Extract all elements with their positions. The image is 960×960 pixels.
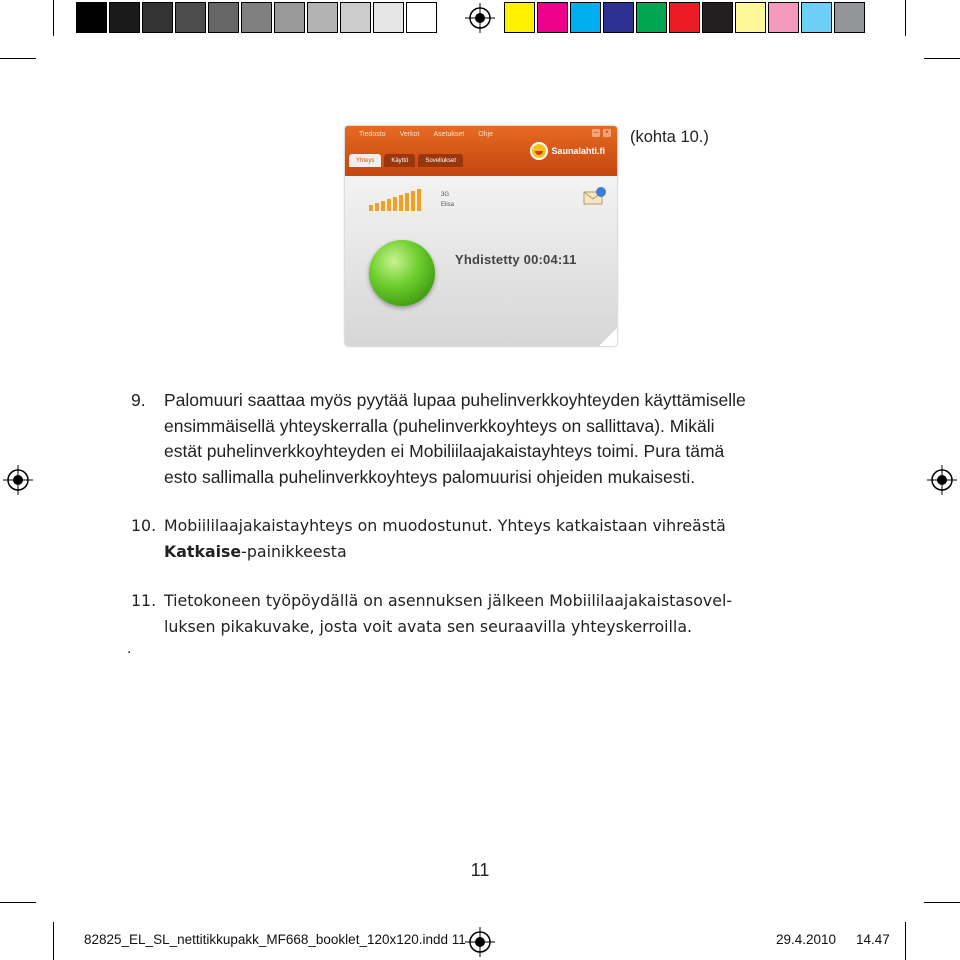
stray-dot: . bbox=[127, 640, 132, 657]
process-colour-bar bbox=[504, 2, 867, 35]
app-menu-bar bbox=[359, 131, 493, 138]
colour-swatch bbox=[340, 2, 371, 33]
registration-mark-icon bbox=[465, 927, 495, 957]
step-line: Tietokoneen työpöydällä on asennuksen jälkeen Mobiililaajakaistasovel- bbox=[164, 591, 733, 610]
crop-mark bbox=[924, 58, 960, 59]
menu-item-help: Ohje bbox=[478, 131, 493, 138]
network-type: 3G bbox=[441, 192, 450, 198]
app-screenshot bbox=[345, 126, 617, 346]
brand-logo bbox=[530, 142, 605, 160]
colour-swatch bbox=[142, 2, 173, 33]
colour-swatch bbox=[801, 2, 832, 33]
brand-name: Saunalahti.fi bbox=[551, 146, 605, 156]
registration-mark-icon bbox=[465, 3, 495, 33]
colour-swatch bbox=[768, 2, 799, 33]
colour-swatch bbox=[175, 2, 206, 33]
colour-swatch bbox=[109, 2, 140, 33]
colour-swatch bbox=[208, 2, 239, 33]
step-number: 11. bbox=[131, 591, 157, 610]
colour-swatch bbox=[504, 2, 535, 33]
step-reference: (kohta 10.) bbox=[630, 128, 709, 146]
crop-mark bbox=[53, 922, 54, 960]
app-header bbox=[345, 126, 617, 176]
close-icon: × bbox=[603, 129, 611, 137]
colour-swatch bbox=[76, 2, 107, 33]
colour-swatch bbox=[274, 2, 305, 33]
colour-swatch bbox=[241, 2, 272, 33]
crop-mark bbox=[0, 58, 36, 59]
slug-time: 14.47 bbox=[856, 932, 890, 947]
colour-swatch bbox=[735, 2, 766, 33]
step-line: ensimmäisellä yhteyskerralla (puhelinverkkoyhteys on sallittava). Mikäli bbox=[164, 415, 715, 436]
colour-swatch bbox=[669, 2, 700, 33]
slug-filename: 82825_EL_SL_nettitikkupakk_MF668_booklet_120x120.indd 11 bbox=[84, 932, 466, 947]
crop-mark bbox=[924, 902, 960, 903]
crop-mark bbox=[905, 922, 906, 960]
colour-swatch bbox=[406, 2, 437, 33]
app-body bbox=[345, 176, 617, 346]
crop-mark bbox=[0, 902, 36, 903]
page-curl bbox=[599, 328, 617, 346]
colour-swatch bbox=[570, 2, 601, 33]
mail-icon bbox=[583, 186, 607, 206]
step-line: Palomuuri saattaa myös pyytää lupaa puhelinverkkoyhteyden käyttämiselle bbox=[164, 390, 746, 410]
colour-swatch bbox=[636, 2, 667, 33]
page-number: 11 bbox=[470, 860, 490, 880]
signal-strength-icon bbox=[369, 189, 421, 211]
step-line: Mobiililaajakaistayhteys on muodostunut. Yhteys katkaistaan vihreästä bbox=[164, 516, 726, 535]
tab-usage: Käyttö bbox=[384, 154, 415, 167]
colour-swatch bbox=[537, 2, 568, 33]
network-operator: Elisa bbox=[441, 202, 455, 208]
menu-item-settings: Asetukset bbox=[433, 131, 465, 138]
registration-mark-icon bbox=[927, 465, 957, 495]
slug-date: 29.4.2010 bbox=[776, 932, 837, 947]
registration-mark-icon bbox=[3, 465, 33, 495]
colour-swatch bbox=[307, 2, 338, 33]
crop-mark bbox=[905, 0, 906, 36]
step-line: luksen pikakuvake, josta voit avata sen seuraavilla yhteyskerroilla. bbox=[164, 616, 693, 636]
tab-connection: Yhteys bbox=[349, 154, 381, 167]
crop-mark bbox=[53, 0, 54, 36]
grey-colour-bar bbox=[76, 2, 439, 35]
step-line-rest: -painikkeesta bbox=[241, 541, 347, 561]
menu-item-file: Tiedosto bbox=[359, 131, 386, 138]
app-tabs bbox=[349, 154, 463, 167]
network-info bbox=[441, 190, 454, 210]
colour-swatch bbox=[603, 2, 634, 33]
smiley-logo-icon bbox=[530, 142, 548, 160]
step-line: esto sallimalla puhelinverkkoyhteys palomuurisi ohjeiden mukaisesti. bbox=[164, 466, 696, 487]
connection-status: Yhdistetty 00:04:11 bbox=[455, 252, 577, 267]
button-name-bold: Katkaise bbox=[164, 541, 242, 561]
step-line: estät puhelinverkkoyhteyden ei Mobiliilaajakaistayhteys toimi. Pura tämä bbox=[164, 441, 725, 461]
colour-swatch bbox=[373, 2, 404, 33]
step-line bbox=[164, 539, 726, 565]
window-buttons bbox=[592, 129, 611, 137]
step-number: 9. bbox=[131, 390, 146, 410]
minimize-icon: – bbox=[592, 129, 600, 137]
step-number: 10. bbox=[131, 516, 157, 535]
menu-item-networks: Verkot bbox=[399, 131, 420, 138]
disconnect-button bbox=[369, 240, 435, 306]
colour-swatch bbox=[834, 2, 865, 33]
tab-applications: Sovellukset bbox=[418, 154, 463, 167]
colour-swatch bbox=[702, 2, 733, 33]
